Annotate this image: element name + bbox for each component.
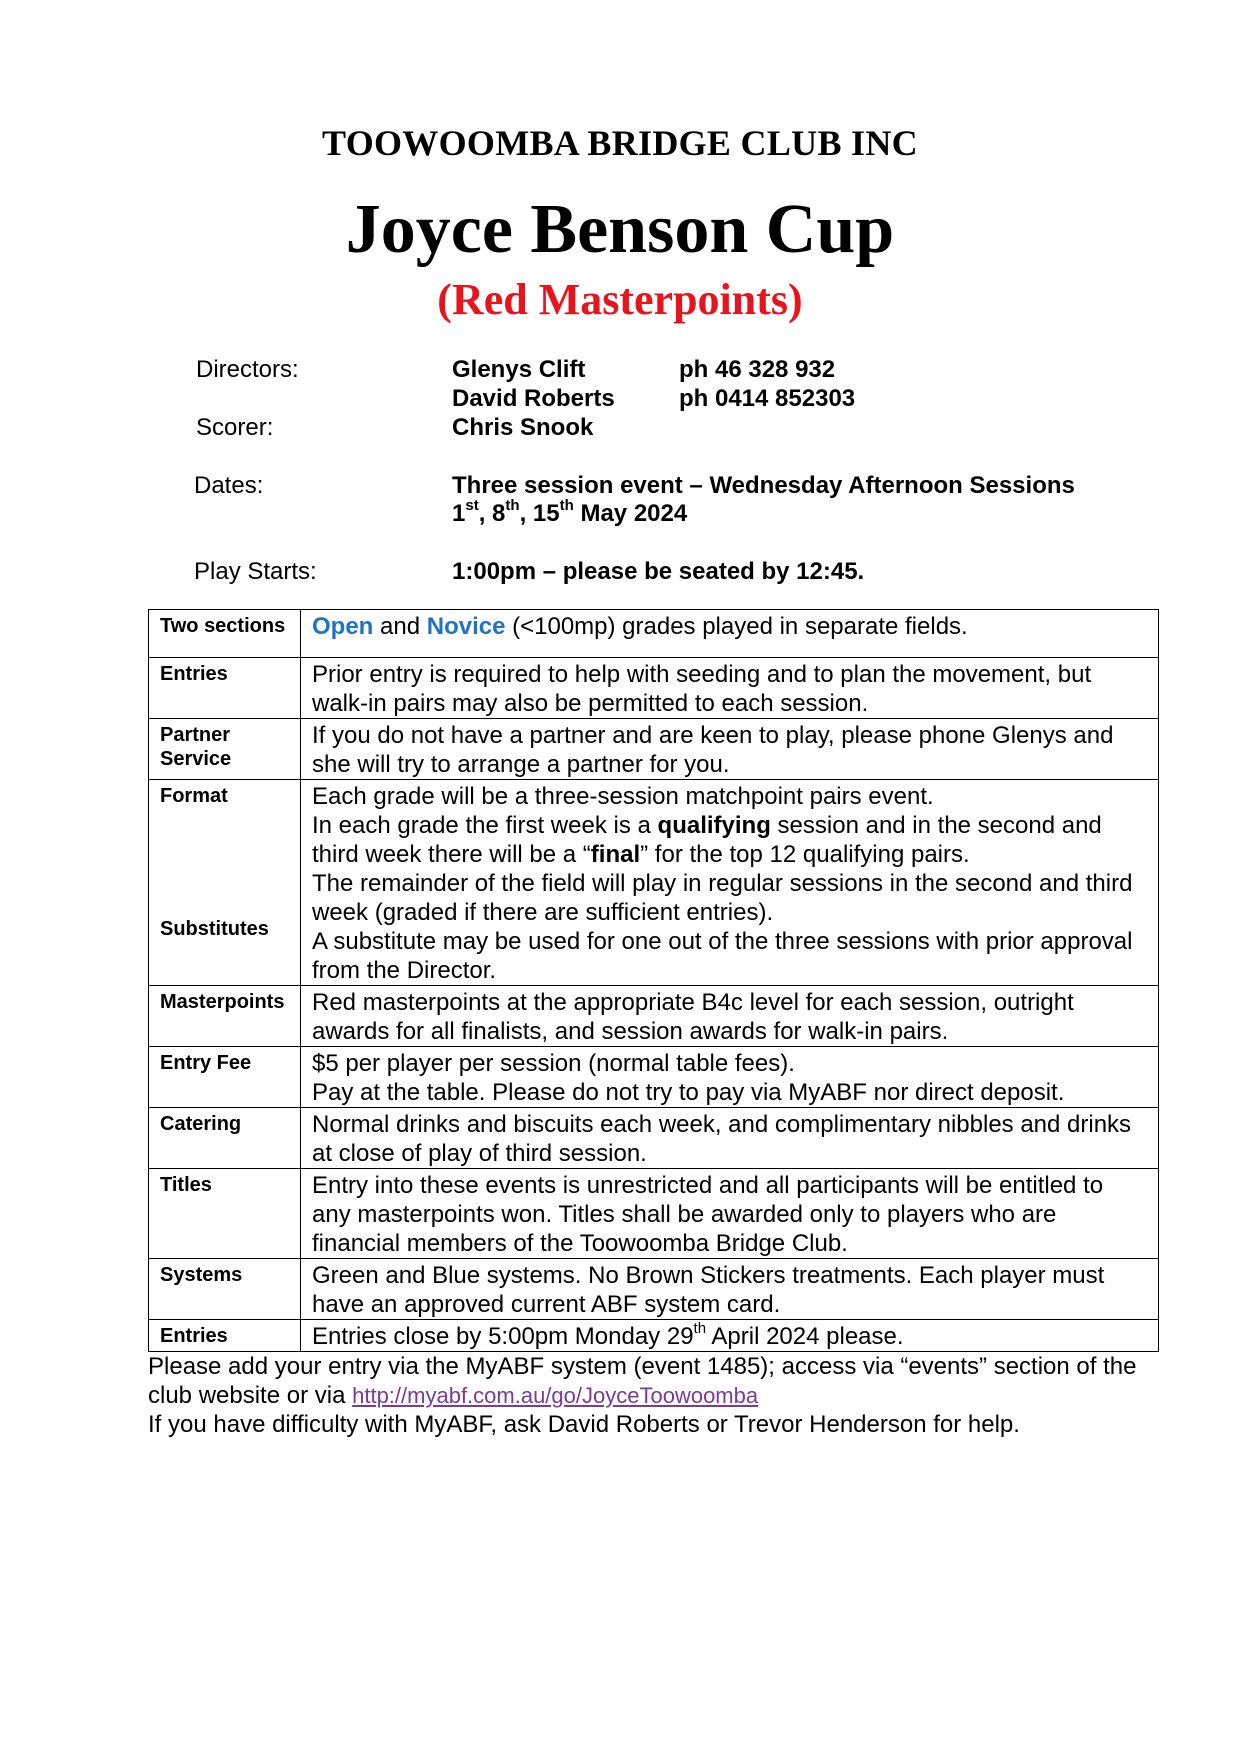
- row-key: Format Substitutes: [149, 780, 301, 986]
- table-row: [149, 1320, 1159, 1352]
- help-text: If you have difficulty with MyABF, ask David Roberts or Trevor Henderson for help.: [148, 1411, 1020, 1438]
- row-key: Entries: [149, 1320, 301, 1352]
- row-key: Two sections: [149, 610, 301, 658]
- scorer-label: Scorer:: [196, 414, 274, 441]
- table-row: [149, 658, 1159, 719]
- event-title: Joyce Benson Cup: [345, 191, 895, 268]
- row-value: Green and Blue systems. No Brown Stickers treatments. Each player must have an approved current ABF system card.: [301, 1259, 1159, 1320]
- club-name: TOOWOOMBA BRIDGE CLUB INC: [322, 123, 918, 163]
- row-key: Systems: [149, 1259, 301, 1320]
- row-value: Prior entry is required to help with seeding and to plan the movement, but walk-in pairs may also be permitted to each session.: [301, 658, 1159, 719]
- director2-phone: ph 0414 852303: [679, 385, 856, 412]
- substitutes-key: Substitutes: [160, 918, 269, 940]
- row-value: $5 per player per session (normal table fees). Pay at the table. Please do not try to pay via MyABF nor direct deposit.: [301, 1047, 1159, 1108]
- row-value: Red masterpoints at the appropriate B4c level for each session, outright awards for all finalists, and session awards for walk-in pairs.: [301, 986, 1159, 1047]
- director1-name: Glenys Clift: [452, 356, 586, 383]
- row-value: Entries close by 5:00pm Monday 29th April 2024 please.: [301, 1320, 1159, 1352]
- row-key: Catering: [149, 1108, 301, 1169]
- director1-phone: ph 46 328 932: [679, 356, 836, 383]
- row-key: Partner Service: [149, 719, 301, 780]
- event-info-table: [148, 609, 1159, 1352]
- table-row: [149, 719, 1159, 780]
- scorer-name: Chris Snook: [452, 414, 594, 441]
- table-row: [149, 986, 1159, 1047]
- play-starts-label: Play Starts:: [194, 558, 317, 585]
- director2-name: David Roberts: [452, 385, 615, 412]
- entry-instructions: Please add your entry via the MyABF system (event 1485); access via “events” section of the club website or via http://myabf.com.au/go/JoyceToowoomba If you have difficulty with MyABF, ask David Roberts or Trevor Henderson for help.: [148, 1353, 1137, 1438]
- row-value: Entry into these events is unrestricted and all participants will be entitled to any masterpoints won. Titles shall be awarded only to players who are financial members of the Toowoomba Bridge Club.: [301, 1169, 1159, 1259]
- row-value: Open and Novice (<100mp) grades played in separate fields.: [301, 610, 1159, 658]
- row-key: Titles: [149, 1169, 301, 1259]
- event-subtitle: (Red Masterpoints): [437, 275, 803, 324]
- dates-line2: 1st, 8th, 15th May 2024: [452, 497, 688, 527]
- dates-line1: Three session event – Wednesday Afternoon Sessions: [452, 472, 1075, 499]
- row-key: Entries: [149, 658, 301, 719]
- row-key: Entry Fee: [149, 1047, 301, 1108]
- table-row: [149, 610, 1159, 658]
- dates-label: Dates:: [194, 472, 264, 499]
- directors-label: Directors:: [196, 356, 299, 383]
- row-value: Each grade will be a three-session matchpoint pairs event. In each grade the first week is a qualifying session and in the second and third week there will be a “final” for the top 12 qualifying pairs. The remainder of the field will play in regular sessions in the second and third week (graded if there are sufficient entries). A substitute may be used for one out of the three sessions with prior approval from the Director.: [301, 780, 1159, 986]
- table-row: [149, 1047, 1159, 1108]
- row-value: If you do not have a partner and are keen to play, please phone Glenys and she will try to arrange a partner for you.: [301, 719, 1159, 780]
- myabf-link[interactable]: http://myabf.com.au/go/JoyceToowoomba: [352, 1383, 759, 1408]
- table-row: [149, 780, 1159, 986]
- row-key: Masterpoints: [149, 986, 301, 1047]
- table-row: [149, 1169, 1159, 1259]
- play-starts-value: 1:00pm – please be seated by 12:45.: [452, 558, 865, 585]
- table-row: [149, 1108, 1159, 1169]
- row-value: Normal drinks and biscuits each week, and complimentary nibbles and drinks at close of play of third session.: [301, 1108, 1159, 1169]
- table-row: [149, 1259, 1159, 1320]
